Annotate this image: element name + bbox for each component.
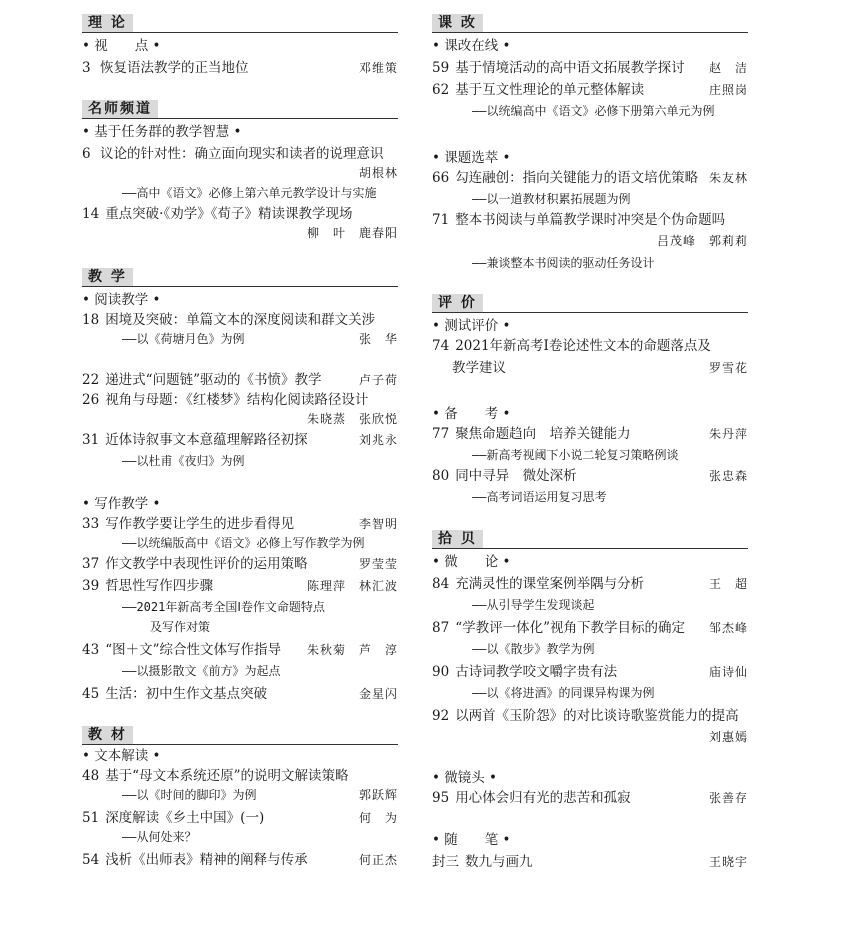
subsection-title: • 微镜头 • [432,768,497,788]
article-title: 用心体会归有光的悲苦和孤寂 [455,790,631,806]
section-header [82,268,398,287]
page-number: 87 [432,620,450,636]
article-note: —— 新高考视阈下小说二轮复习策略例谈 [432,446,748,464]
page-number: 54 [82,852,100,868]
author-line [82,410,398,428]
article-note: —— 高中《语文》必修上第六单元教学设计与实施 [82,184,398,202]
article-title: 递进式“问题链”驱动的《书愤》教学 [105,372,322,388]
page-number: 90 [432,664,450,680]
author: 朱友林 [708,171,748,185]
author: 刘兆永 [358,433,398,447]
page-number: 14 [82,206,100,222]
page-number: 18 [82,312,100,328]
section-tag: 课 改 [432,14,483,32]
page-number: 6 [82,146,91,162]
toc-entry[interactable] [82,204,398,224]
article-note-continued: 及写作对策 [150,620,211,634]
page-number: 3 [82,60,91,76]
subsection-title: • 微 论 • [432,552,511,572]
page-number: 31 [82,432,100,448]
subsection-title: • 视 点 • [82,36,161,56]
page-number: 71 [432,212,450,228]
page-number: 37 [82,556,100,572]
author: 邹杰峰 [708,621,748,635]
toc-entry[interactable] [432,80,748,100]
article-title: 深度解读《乡土中国》(一) [105,810,265,826]
page-number: 77 [432,426,450,442]
article-title: 作文教学中表现性评价的运用策略 [105,556,308,572]
section-header [432,530,748,549]
article-note: —— 以《将进酒》的同课异构课为例 [432,684,748,702]
section-tag: 拾 贝 [432,530,483,548]
article-title: 基于“母文本系统还原”的说明文解读策略 [105,768,349,784]
toc-entry[interactable] [82,310,398,330]
section-master-channel [82,100,398,240]
toc-entry[interactable] [82,390,398,410]
article-title: “学教评一体化”视角下教学目标的确定 [455,620,685,636]
article-title: 2021年新高考Ⅰ卷论述性文本的命题落点及 [455,338,711,354]
article-note: —— 以统编版高中《语文》必修上写作教学为例 [82,534,398,552]
article-note: —— 以统编高中《语文》必修下册第六单元为例 [432,102,748,120]
subsection-title: • 课改在线 • [432,36,511,56]
author: 朱丹萍 [708,427,748,441]
author: 王晓宇 [708,855,748,869]
article-title: 近体诗叙事文本意蕴理解路径初探 [105,432,308,448]
article-note: —— 兼谈整本书阅读的驱动任务设计 [432,254,748,272]
toc-entry[interactable] [432,210,748,230]
author: 卢子荷 [358,373,398,387]
subsection-title: • 随 笔 • [432,830,511,850]
page-number: 95 [432,790,450,806]
toc-entry[interactable] [82,430,398,450]
toc-entry[interactable] [82,58,398,78]
article-title: 恢复语法教学的正当地位 [100,60,249,76]
author: 刘惠嫣 [708,730,748,744]
article-title: 哲思性写作四步骤 [105,578,214,594]
author: 金星闪 [358,687,398,701]
author: 庄照岗 [708,83,748,97]
author: 吕茂峰 郭莉莉 [656,234,748,248]
page-number: 26 [82,392,100,408]
article-title: 古诗词教学咬文嚼字贵有法 [455,664,618,680]
article-title: 议论的针对性：确立面向现实和读者的说理意识 [100,146,384,162]
toc-entry[interactable] [432,574,748,594]
toc-entry[interactable] [432,618,748,638]
page-number: 22 [82,372,100,388]
toc-entry[interactable] [432,168,748,188]
author: 郭跃辉 [358,788,398,802]
toc-entry[interactable] [82,808,398,828]
toc-entry[interactable] [432,788,748,808]
toc-entry[interactable] [82,144,398,164]
author: 陈理萍 林汇波 [306,579,398,593]
article-title: 整本书阅读与单篇教学课时冲突是个伪命题吗 [455,212,726,228]
article-title: 视角与母题：《红楼梦》结构化阅读路径设计 [105,392,369,408]
article-title: “图＋文”综合性文体写作指导 [105,642,281,658]
subsection-title: • 阅读教学 • [82,290,161,310]
toc-entry[interactable] [82,850,398,870]
page-number: 80 [432,468,450,484]
author: 张 华 [358,332,398,346]
article-title: 基于情境活动的高中语文拓展教学探讨 [455,60,685,76]
page-number: 33 [82,516,100,532]
author: 何正杰 [358,853,398,867]
author: 朱晓蒸 张欣悦 [306,412,398,426]
page-number: 62 [432,82,450,98]
section-tag: 名师频道 [82,100,158,118]
article-note: —— 以摄影散文《前方》为起点 [82,662,398,680]
article-title: 同中寻异 微处深析 [455,468,577,484]
toc-entry[interactable] [432,852,748,872]
toc-entry[interactable] [82,554,398,574]
author: 张善存 [708,791,748,805]
article-title: 数九与画九 [465,854,533,870]
section-tag: 教 学 [82,268,133,286]
subsection-title: • 写作教学 • [82,494,161,514]
subsection-title: • 备 考 • [432,404,511,424]
article-title: 充满灵性的课堂案例举隅与分析 [455,576,645,592]
author: 罗雪花 [708,361,748,375]
toc-entry[interactable] [82,640,398,660]
page-number: 66 [432,170,450,186]
author: 张忠森 [708,469,748,483]
section-header [432,294,748,313]
author-line [82,786,398,804]
section-curriculum-reform [432,14,748,270]
article-title-line2: 教学建议 [452,360,506,376]
section-evaluation [432,294,748,504]
article-note: —— 从引导学生发现谈起 [432,596,748,614]
page-number: 43 [82,642,100,658]
author: 何 为 [358,811,398,825]
author: 庙诗仙 [708,665,748,679]
author-line [82,330,398,348]
article-note: —— 以一道教材积累拓展题为例 [432,190,748,208]
section-tag: 评 价 [432,294,483,312]
toc-entry[interactable] [432,466,748,486]
author: 罗莹莹 [358,557,398,571]
author: 胡根林 [358,166,398,180]
subsection-title: • 文本解读 • [82,746,161,766]
article-note: —— 以《时间的脚印》为例 [82,786,398,804]
page-number: 封三 [432,854,459,870]
toc-entry[interactable] [432,58,748,78]
article-note: —— 以《散步》教学为例 [432,640,748,658]
author: 朱秋菊 芦 淳 [306,643,398,657]
toc-entry[interactable] [432,424,748,444]
section-tag: 教 材 [82,726,133,744]
section-tag: 理 论 [82,14,133,32]
article-title: 生活：初中生作文基点突破 [105,686,268,702]
section-header [432,14,748,33]
author-line [82,224,398,242]
article-title: 困境及突破：单篇文本的深度阅读和群文关涉 [105,312,376,328]
section-teaching [82,268,398,702]
section-theory [82,14,398,76]
section-collection [432,530,748,870]
article-note: —— 以《荷塘月色》为例 [82,330,398,348]
subsection-title: • 课题选萃 • [432,148,511,168]
page-number: 48 [82,768,100,784]
article-title: 聚焦命题趋向 培养关键能力 [455,426,631,442]
subsection-title: • 基于任务群的教学智慧 • [82,122,242,142]
page-number: 39 [82,578,100,594]
toc-entry[interactable] [432,662,748,682]
author: 赵 洁 [708,61,748,75]
toc-entry[interactable] [82,684,398,704]
toc-entry[interactable] [82,514,398,534]
article-note: —— 高考词语运用复习思考 [432,488,748,506]
author: 邓维策 [358,61,398,75]
article-title: 写作教学要让学生的进步看得见 [105,516,295,532]
article-title: 勾连融创：指向关键能力的语文培优策略 [455,170,699,186]
section-header [82,726,398,745]
author-line [432,728,748,746]
article-title: 基于互文性理论的单元整体解读 [455,82,645,98]
author-line [432,232,748,250]
article-note: —— 从何处来？ [82,828,398,846]
section-textbook [82,726,398,868]
article-note: —— 以杜甫《夜归》为例 [82,452,398,470]
author-line [82,164,398,182]
article-note: —— 2021年新高考全国Ⅰ卷作文命题特点 [82,598,398,616]
toc-entry[interactable] [82,370,398,390]
page-number: 59 [432,60,450,76]
section-header [82,100,398,119]
article-title: 浅析《出师表》精神的阐释与传承 [105,852,308,868]
page-number: 74 [432,338,450,354]
author: 柳 叶 鹿春阳 [306,226,398,240]
author: 李智明 [358,517,398,531]
page-number: 45 [82,686,100,702]
article-title: 重点突破·《劝学》《荀子》精读课教学现场 [105,206,353,222]
author: 王 超 [708,577,748,591]
section-header [82,14,398,33]
toc-entry[interactable] [432,706,748,726]
article-title: 以两首《玉阶怨》的对比谈诗歌鉴赏能力的提高 [455,708,739,724]
toc-entry[interactable] [432,336,748,356]
page-number: 84 [432,576,450,592]
article-title-continued [432,358,748,378]
subsection-title: • 测试评价 • [432,316,511,336]
page-number: 92 [432,708,450,724]
toc-entry[interactable] [82,766,398,786]
page-number: 51 [82,810,100,826]
toc-entry[interactable] [82,576,398,596]
